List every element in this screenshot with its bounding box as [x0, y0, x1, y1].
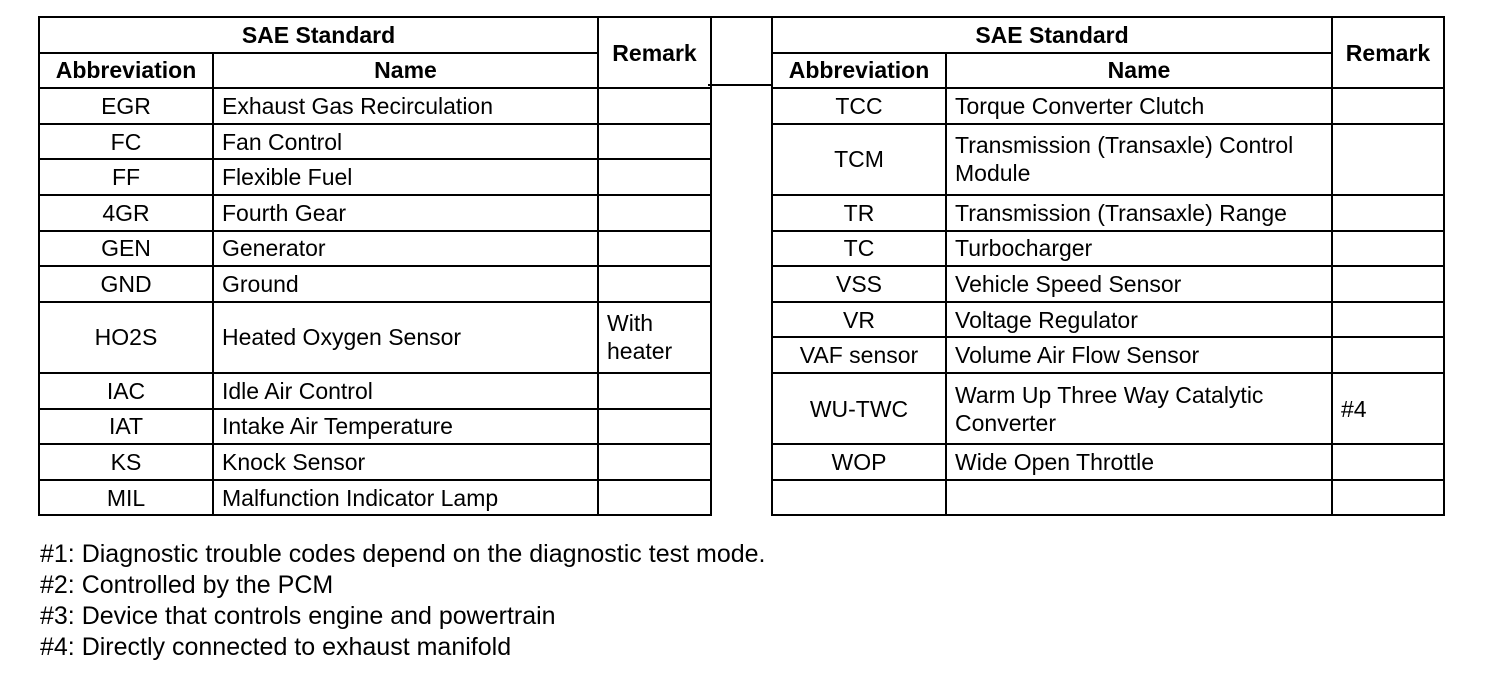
remark-cell	[598, 159, 711, 195]
name-cell: Knock Sensor	[213, 444, 598, 480]
remark-cell	[1332, 88, 1444, 124]
table-row	[772, 195, 1444, 231]
name-cell: Vehicle Speed Sensor	[946, 266, 1332, 302]
header-name: Name	[213, 53, 598, 89]
table-row	[772, 373, 1444, 444]
footnote: #1: Diagnostic trouble codes depend on the diagnostic test mode.	[40, 540, 766, 568]
header-sae-standard: SAE Standard	[39, 17, 598, 53]
abbreviation-table-left	[38, 16, 712, 516]
name-cell: Fan Control	[213, 124, 598, 160]
remark-cell	[598, 373, 711, 409]
abbr-cell: FC	[39, 124, 213, 160]
table-row	[772, 302, 1444, 338]
abbr-cell: WOP	[772, 444, 946, 480]
abbr-cell: TR	[772, 195, 946, 231]
name-cell: Transmission (Transaxle) Range	[946, 195, 1332, 231]
remark-cell	[1332, 337, 1444, 373]
name-cell: Transmission (Transaxle) Control Module	[946, 124, 1332, 195]
remark-cell	[1332, 266, 1444, 302]
name-cell: Malfunction Indicator Lamp	[213, 480, 598, 516]
name-cell: Torque Converter Clutch	[946, 88, 1332, 124]
name-cell	[946, 480, 1332, 516]
table-row	[39, 302, 711, 373]
table-row	[772, 480, 1444, 516]
remark-cell	[1332, 302, 1444, 338]
table-row	[39, 231, 711, 267]
abbr-cell: FF	[39, 159, 213, 195]
remark-cell: With heater	[598, 302, 711, 373]
header-name: Name	[946, 53, 1332, 89]
name-cell: Intake Air Temperature	[213, 409, 598, 445]
header-abbreviation: Abbreviation	[772, 53, 946, 89]
remark-cell	[1332, 480, 1444, 516]
footnote: #3: Device that controls engine and powertrain	[40, 602, 556, 630]
abbr-cell: GND	[39, 266, 213, 302]
name-cell: Voltage Regulator	[946, 302, 1332, 338]
abbr-cell: TCM	[772, 124, 946, 195]
table-row	[772, 444, 1444, 480]
footnote: #2: Controlled by the PCM	[40, 571, 334, 599]
table-row	[39, 480, 711, 516]
name-cell: Heated Oxygen Sensor	[213, 302, 598, 373]
abbr-cell: EGR	[39, 88, 213, 124]
table-row	[772, 337, 1444, 373]
abbr-cell: VSS	[772, 266, 946, 302]
table-row	[39, 409, 711, 445]
table-row	[39, 266, 711, 302]
remark-cell	[598, 480, 711, 516]
name-cell: Wide Open Throttle	[946, 444, 1332, 480]
table-row	[39, 124, 711, 160]
remark-cell	[598, 444, 711, 480]
name-cell: Warm Up Three Way Catalytic Converter	[946, 373, 1332, 444]
table-row	[772, 231, 1444, 267]
abbr-cell: MIL	[39, 480, 213, 516]
abbreviation-table-right	[771, 16, 1445, 516]
name-cell: Turbocharger	[946, 231, 1332, 267]
header-sae-standard: SAE Standard	[772, 17, 1332, 53]
abbr-cell: HO2S	[39, 302, 213, 373]
name-cell: Fourth Gear	[213, 195, 598, 231]
abbr-cell: VR	[772, 302, 946, 338]
table-row	[772, 88, 1444, 124]
abbr-cell: IAC	[39, 373, 213, 409]
remark-cell	[1332, 231, 1444, 267]
table-row	[772, 266, 1444, 302]
remark-cell	[598, 231, 711, 267]
name-cell: Volume Air Flow Sensor	[946, 337, 1332, 373]
remark-cell	[1332, 444, 1444, 480]
name-cell: Flexible Fuel	[213, 159, 598, 195]
abbr-cell: TC	[772, 231, 946, 267]
name-cell: Idle Air Control	[213, 373, 598, 409]
table-row	[39, 373, 711, 409]
remark-cell	[598, 409, 711, 445]
remark-cell	[1332, 195, 1444, 231]
abbr-cell	[772, 480, 946, 516]
abbr-cell: VAF sensor	[772, 337, 946, 373]
footnote: #4: Directly connected to exhaust manifold	[40, 633, 512, 661]
table-divider	[708, 16, 773, 86]
abbr-cell: 4GR	[39, 195, 213, 231]
table-row	[772, 124, 1444, 195]
remark-cell	[598, 195, 711, 231]
abbr-cell: GEN	[39, 231, 213, 267]
remark-cell	[598, 124, 711, 160]
remark-cell	[598, 266, 711, 302]
abbr-cell: KS	[39, 444, 213, 480]
footnotes	[40, 539, 765, 663]
header-remark: Remark	[1332, 17, 1444, 88]
remark-cell	[1332, 124, 1444, 195]
table-row	[39, 195, 711, 231]
remark-cell	[598, 88, 711, 124]
table-row	[39, 159, 711, 195]
header-remark: Remark	[598, 17, 711, 88]
table-row	[39, 444, 711, 480]
abbr-cell: TCC	[772, 88, 946, 124]
name-cell: Ground	[213, 266, 598, 302]
table-row	[39, 88, 711, 124]
header-abbreviation: Abbreviation	[39, 53, 213, 89]
abbr-cell: WU-TWC	[772, 373, 946, 444]
remark-cell: #4	[1332, 373, 1444, 444]
name-cell: Generator	[213, 231, 598, 267]
abbr-cell: IAT	[39, 409, 213, 445]
name-cell: Exhaust Gas Recirculation	[213, 88, 598, 124]
